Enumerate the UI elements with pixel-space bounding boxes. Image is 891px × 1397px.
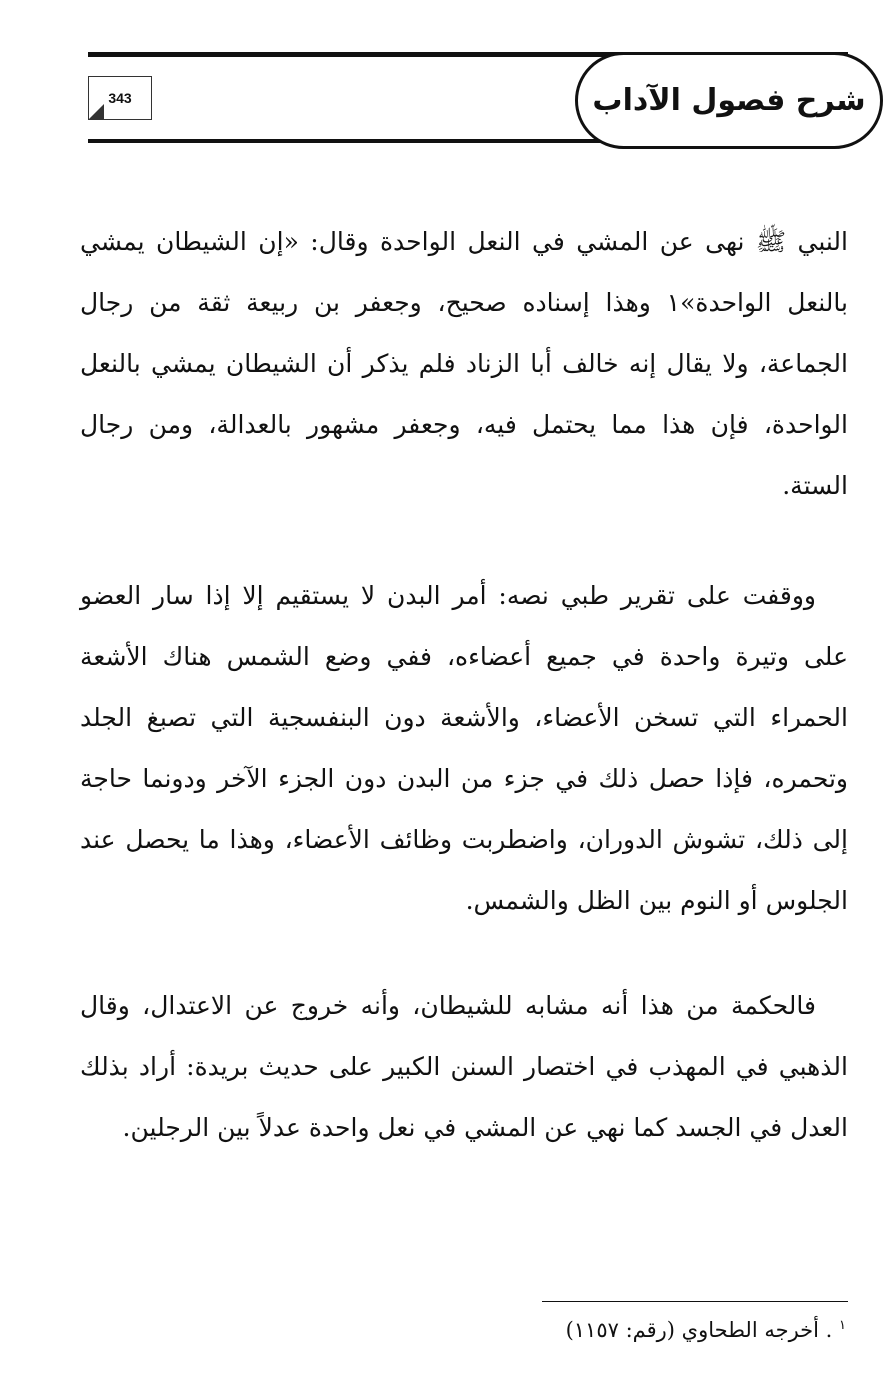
running-title: [575, 52, 883, 149]
page-curl-icon: [88, 104, 104, 120]
footnote-text: . أخرجه الطحاوي (رقم: ١١٥٧): [565, 1318, 833, 1342]
page-number: 343: [88, 76, 152, 120]
paragraph-3: فالحكمة من هذا أنه مشابه للشيطان، وأنه خروج عن الاعتدال، وقال الذهبي في المهذب في اختصار السنن الكبير على حديث بريدة: أراد بذلك العدل في الجسد كما نهي عن المشي في نعل واحدة عدلاً بين الرجلين.: [80, 991, 848, 1142]
paragraph-2: ووقفت على تقرير طبي نصه: أمر البدن لا يستقيم إلا إذا سار العضو على وتيرة واحدة في جميع أعضاءه، ففي وضع الشمس هناك الأشعة الحمراء التي تسخن الأعضاء، والأشعة دون البنفسجية التي تصبغ الجلد وتحمره، فإذا حصل ذلك في جزء من البدن دون الجزء الآخر ودونما حاجة إلى ذلك، تشوش الدوران، واضطربت وظائف الأعضاء، وهذا ما يحصل عند الجلوس أو النوم بين الظل والشمس.: [80, 581, 848, 915]
footnote: [566, 1318, 846, 1342]
footnote-separator: [542, 1301, 848, 1302]
running-title-text: شرح فصول الآداب: [592, 83, 866, 118]
paragraph-1: النبي ﷺ نهى عن المشي في النعل الواحدة وقال: «إن الشيطان يمشي بالنعل الواحدة»١ وهذا إسناده صحيح، وجعفر بن ربيعة ثقة من رجال الجماعة، ولا يقال إنه خالف أبا الزناد فلم يذكر أن الشيطان يمشي بالنعل الواحدة، فإن هذا مما يحتمل فيه، وجعفر مشهور بالعدالة، ومن رجال الستة.: [80, 227, 848, 500]
footnote-marker: ١: [839, 1318, 846, 1333]
